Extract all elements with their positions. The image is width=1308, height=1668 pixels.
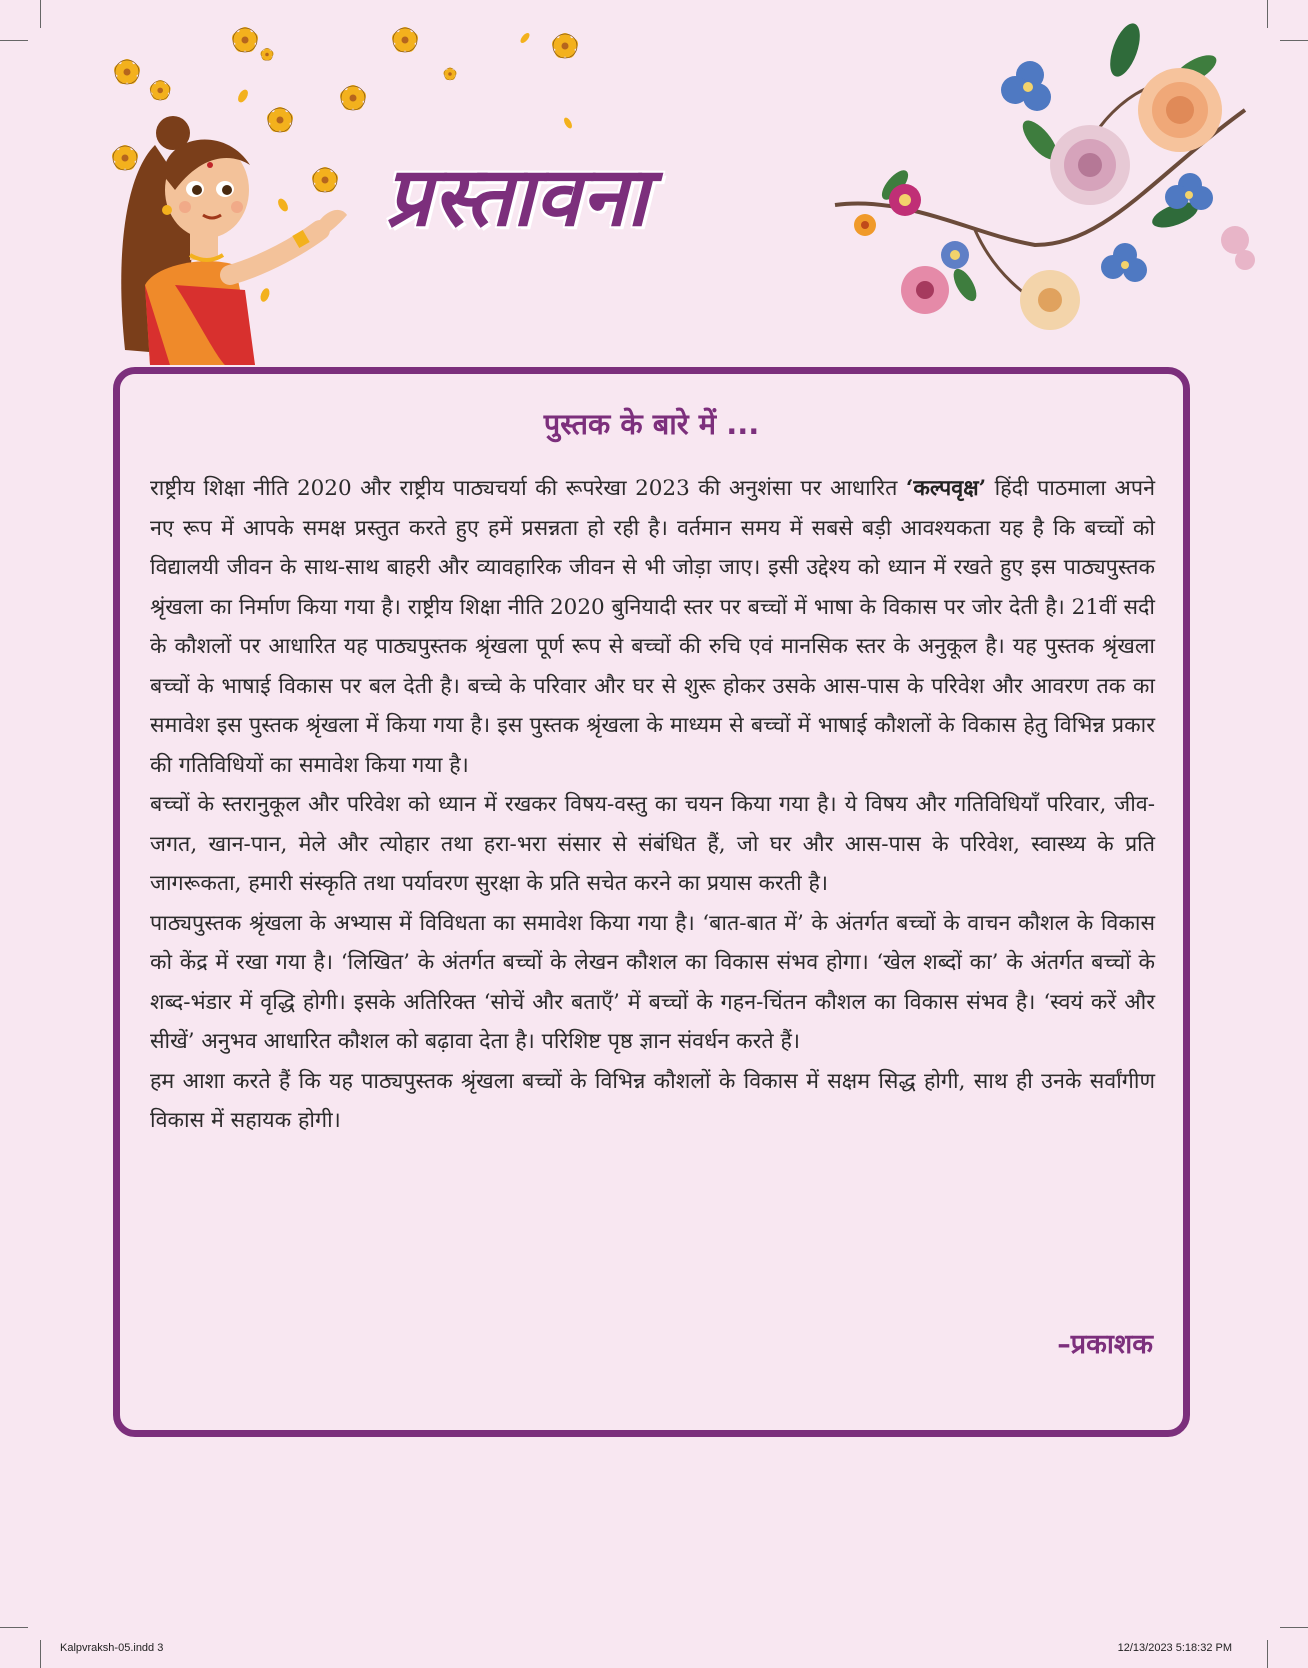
crop-mark — [40, 1640, 41, 1668]
paragraph: हम आशा करते हैं कि यह पाठ्यपुस्तक श्रृंखला बच्चों के विभिन्न कौशलों के विकास में सक्षम सिद्ध होगी, साथ ही उनके सर्वांगीण विकास में सहायक होगी। — [150, 1068, 1155, 1133]
page-title: प्रस्तावना — [385, 150, 649, 245]
crop-mark — [1267, 1640, 1268, 1668]
flower-branch-illustration — [825, 15, 1275, 345]
slug-timestamp: 12/13/2023 5:18:32 PM — [1117, 1642, 1232, 1654]
paragraph: बच्चों के स्तरानुकूल और परिवेश को ध्यान में रखकर विषय-वस्तु का चयन किया गया है। ये विषय और गतिविधियाँ परिवार, जीव-जगत, खान-पान, मेले और त्योहार तथा हरा-भरा संसार से संबंधित हैं, जो घर और आस-पास के परिवेश, स्वास्थ्य के प्रति जागरूकता, हमारी संस्कृति तथा पर्यावरण सुरक्षा के प्रति सचेत करने का प्रयास करती है। — [150, 792, 1155, 896]
series-name: ‘कल्पवृक्ष’ — [905, 476, 987, 501]
content-box — [113, 367, 1190, 1437]
crop-mark — [1280, 1627, 1308, 1628]
paragraph — [150, 469, 1155, 785]
signature: –प्रकाशक — [1057, 1329, 1153, 1360]
crop-mark — [1280, 40, 1308, 41]
body-text — [150, 469, 1155, 1141]
section-heading: पुस्तक के बारे में ... — [543, 407, 760, 441]
slug-file: Kalpvraksh-05.indd 3 — [60, 1642, 164, 1654]
paragraph-text: हिंदी पाठमाला अपने नए रूप में आपके समक्ष प्रस्तुत करते हुए हमें प्रसन्नता हो रही है। वर्तमान समय में सबसे बड़ी आवश्यकता यह है कि बच्चों को विद्यालयी जीवन के साथ-साथ बाहरी और व्यावहारिक जीवन से भी जोड़ा जाए। इसी उद्देश्य को ध्यान में रखते हुए इस पाठ्यपुस्तक श्रृंखला का निर्माण किया गया है। राष्ट्रीय शिक्षा नीति 2020 बुनियादी स्तर पर बच्चों में भाषा के विकास पर जोर देती है। 21वीं सदी के कौशलों पर आधारित यह पाठ्यपुस्तक श्रृंखला पूर्ण रूप से बच्चों की रुचि एवं मानसिक स्तर के अनुकूल है। यह पुस्तक श्रृंखला बच्चों के भाषाई विकास पर बल देती है। बच्चे के परिवार और घर से शुरू होकर उसके आस-पास के परिवेश और आवरण तक का समावेश इस पुस्तक श्रृंखला में किया गया है। इस पुस्तक श्रृंखला के माध्यम से बच्चों में भाषाई कौशलों के विकास हेतु विभिन्न प्रकार की गतिविधियों का समावेश किया गया है। — [150, 476, 1155, 778]
paragraph-text: राष्ट्रीय शिक्षा नीति 2020 और राष्ट्रीय पाठ्यचर्या की रूपरेखा 2023 की अनुशंसा पर आधारित — [150, 476, 906, 501]
crop-mark — [40, 0, 41, 28]
paragraph: पाठ्यपुस्तक श्रृंखला के अभ्यास में विविधता का समावेश किया गया है। ‘बात-बात में’ के अंतर्गत बच्चों के वाचन कौशल के विकास को केंद्र में रखा गया है। ‘लिखित’ के अंतर्गत बच्चों के लेखन कौशल का विकास संभव होगा। ‘खेल शब्दों का’ के अंतर्गत बच्चों के शब्द-भंडार में वृद्धि होगी। इसके अतिरिक्त ‘सोचें और बताएँ’ में बच्चों के गहन-चिंतन कौशल का विकास संभव है। ‘स्वयं करें और सीखें’ अनुभव आधारित कौशल को बढ़ावा देता है। परिशिष्ट पृष्ठ ज्ञान संवर्धन करते हैं। — [150, 910, 1155, 1054]
crop-mark — [0, 40, 28, 41]
crop-mark — [0, 1627, 28, 1628]
girl-illustration — [115, 115, 375, 365]
